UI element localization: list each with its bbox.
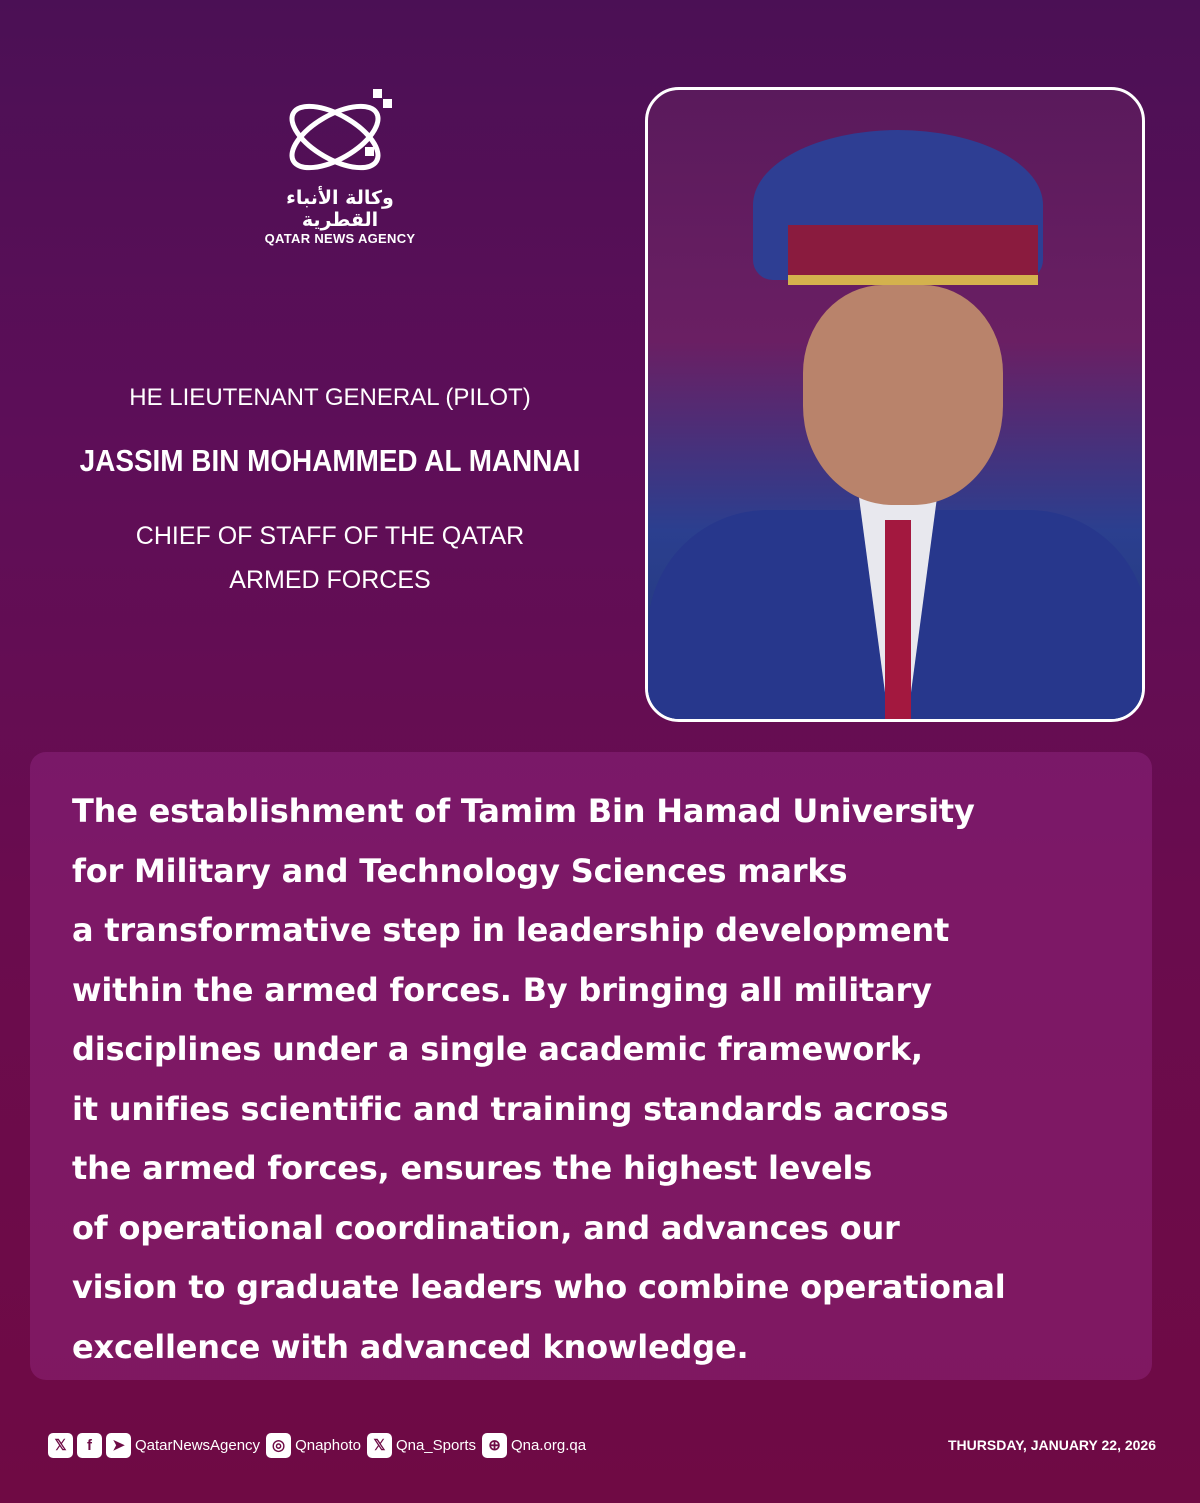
quote-line: it unifies scientific and training standards across xyxy=(72,1089,949,1128)
logo-english: QATAR NEWS AGENCY xyxy=(264,231,416,246)
quote-line: a transformative step in leadership development xyxy=(72,911,950,949)
logo-arabic: وكالة الأنباء القطرية xyxy=(286,187,394,231)
person-title-line2: ARMED FORCES xyxy=(229,566,431,594)
portrait-cap-band xyxy=(788,225,1038,285)
x-icon[interactable]: 𝕏 xyxy=(48,1433,73,1458)
handle-sports[interactable]: Qna_Sports xyxy=(395,1436,476,1454)
person-rank: HE LIEUTENANT GENERAL (PILOT) xyxy=(129,384,531,411)
quote-text xyxy=(72,782,1110,1377)
person-name: JASSIM BIN MOHAMMED AL MANNAI xyxy=(79,443,581,478)
quote-line: the armed forces, ensures the highest levels xyxy=(72,1149,873,1187)
portrait-tie xyxy=(885,520,911,722)
portrait-face xyxy=(803,285,1003,505)
portrait-photo xyxy=(645,87,1145,722)
quote-line: excellence with advanced knowledge. xyxy=(72,1327,749,1366)
person-title-line1: CHIEF OF STAFF OF THE QATAR xyxy=(135,522,525,550)
x-sports-icon[interactable]: 𝕏 xyxy=(367,1433,392,1458)
footer xyxy=(48,1432,1156,1458)
quote-box xyxy=(30,752,1152,1380)
quote-line: The establishment of Tamim Bin Hamad University xyxy=(72,792,975,830)
facebook-icon[interactable]: f xyxy=(77,1433,102,1458)
qna-emblem-icon xyxy=(275,85,405,185)
date: THURSDAY, JANUARY 22, 2026 xyxy=(947,1437,1156,1453)
handle-main[interactable]: QatarNewsAgency xyxy=(135,1436,261,1454)
qna-logo xyxy=(250,85,430,246)
person-title xyxy=(20,514,640,602)
website-link[interactable]: Qna.org.qa xyxy=(511,1436,587,1454)
web-icon[interactable]: ⊕ xyxy=(482,1433,507,1458)
quote-line: for Military and Technology Sciences marks xyxy=(72,851,848,890)
quote-line: vision to graduate leaders who combine operational xyxy=(72,1268,1006,1306)
quote-line: of operational coordination, and advances our xyxy=(72,1208,900,1247)
handle-photo[interactable]: Qnaphoto xyxy=(295,1436,361,1454)
instagram-icon[interactable]: ◎ xyxy=(266,1433,291,1458)
telegram-icon[interactable]: ➤ xyxy=(106,1433,131,1458)
quote-line: within the armed forces. By bringing all military xyxy=(72,970,932,1009)
quote-line: disciplines under a single academic framework, xyxy=(72,1030,923,1068)
